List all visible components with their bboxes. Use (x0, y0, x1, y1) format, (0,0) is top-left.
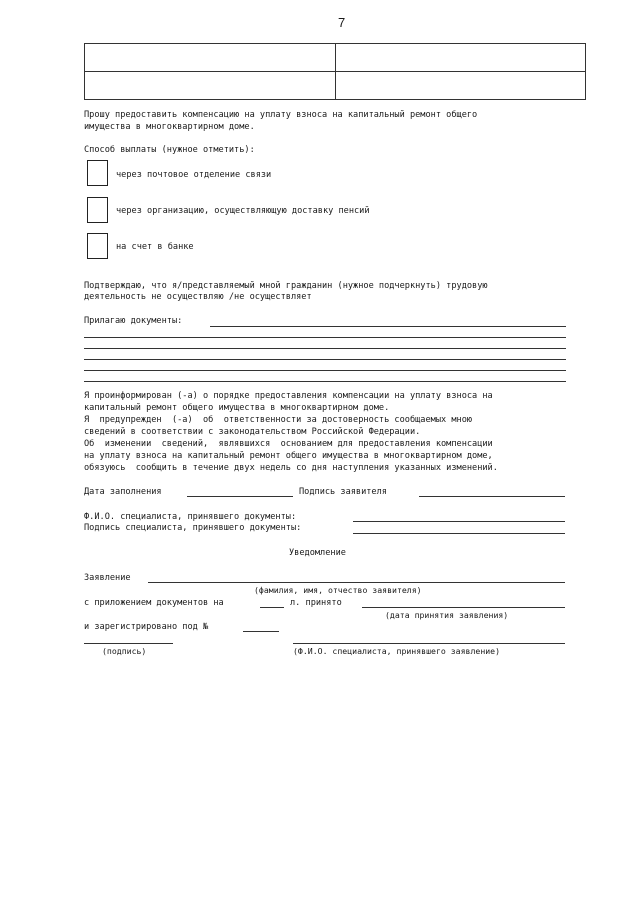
specialist-sign-input[interactable] (353, 533, 565, 534)
attach-count-text: с приложением документов на (84, 598, 224, 608)
payment-heading: Способ выплаты (нужное отметить): (84, 145, 255, 155)
signature-caption: (подпись) (102, 646, 147, 656)
table-cell (85, 44, 336, 72)
applicant-signature-label: Подпись заявителя (299, 487, 387, 497)
attach-input-line[interactable] (84, 381, 566, 382)
attach-label: Прилагаю документы: (84, 316, 183, 326)
table-cell (85, 72, 336, 100)
confirm-line-2: деятельность не осуществляю /не осуществляет (84, 292, 312, 302)
option-delivery-org-label: через организацию, осуществляющую доставку пенсий (116, 206, 370, 216)
attach-input-line[interactable] (84, 337, 566, 338)
header-table (84, 43, 586, 100)
fill-date-input[interactable] (187, 496, 293, 497)
specialist-name-label: Ф.И.О. специалиста, принявшего документы: (84, 512, 297, 522)
info-line-4: сведений в соответствии с законодательством Российской Федерации. (84, 427, 421, 437)
applicant-signature-input[interactable] (419, 496, 565, 497)
notice-title: Уведомление (289, 548, 346, 558)
checkbox-delivery-org[interactable] (87, 197, 108, 223)
info-line-2: капитальный ремонт общего имущества в многоквартирном доме. (84, 403, 390, 413)
confirm-line-1: Подтверждаю, что я/представляемый мной гражданин (нужное подчеркнуть) трудовую (84, 281, 488, 291)
checkbox-bank-account[interactable] (87, 233, 108, 259)
accept-date-input[interactable] (362, 607, 565, 608)
specialist-fio-input[interactable] (293, 643, 565, 644)
fill-date-label: Дата заполнения (84, 487, 162, 497)
sheets-count-input[interactable] (260, 607, 284, 608)
option-bank-account-label: на счет в банке (116, 242, 194, 252)
specialist-name-input[interactable] (353, 521, 565, 522)
applicant-fio-input[interactable] (148, 582, 565, 583)
table-cell (335, 72, 586, 100)
accept-date-caption: (дата принятия заявления) (385, 610, 509, 620)
registration-number-input[interactable] (243, 631, 279, 632)
option-post-label: через почтовое отделение связи (116, 170, 272, 180)
info-line-5: Об изменении сведений, являвшихся основанием для предоставления компенсации (84, 439, 493, 449)
request-line-1: Прошу предоставить компенсацию на уплату взноса на капитальный ремонт общего (84, 110, 478, 120)
attach-input-line[interactable] (84, 370, 566, 371)
page-number: 7 (338, 15, 346, 30)
info-line-3: Я предупрежден (-а) об ответственности за достоверность сообщаемых мною (84, 415, 473, 425)
info-line-6: на уплату взноса на капитальный ремонт общего имущества в многоквартирном доме, (84, 451, 493, 461)
table-cell (335, 44, 586, 72)
attach-input-line[interactable] (210, 326, 566, 327)
specialist-sign-label: Подпись специалиста, принявшего документы: (84, 523, 302, 533)
specialist-fio-caption: (Ф.И.О. специалиста, принявшего заявление) (293, 646, 501, 656)
registered-text: и зарегистрировано под № (84, 622, 209, 632)
attach-input-line[interactable] (84, 359, 566, 360)
attach-input-line[interactable] (84, 348, 566, 349)
statement-label: Заявление (84, 573, 131, 583)
signature-input[interactable] (84, 643, 173, 644)
checkbox-post[interactable] (87, 160, 108, 186)
request-line-2: имущества в многоквартирном доме. (84, 122, 255, 132)
info-line-1: Я проинформирован (-а) о порядке предоставления компенсации на уплату взноса на (84, 391, 493, 401)
sheets-accepted-text: л. принято (290, 598, 342, 608)
info-line-7: обязуюсь сообщить в течение двух недель со дня наступления указанных изменений. (84, 463, 498, 473)
applicant-fio-caption: (фамилия, имя, отчество заявителя) (254, 585, 422, 595)
